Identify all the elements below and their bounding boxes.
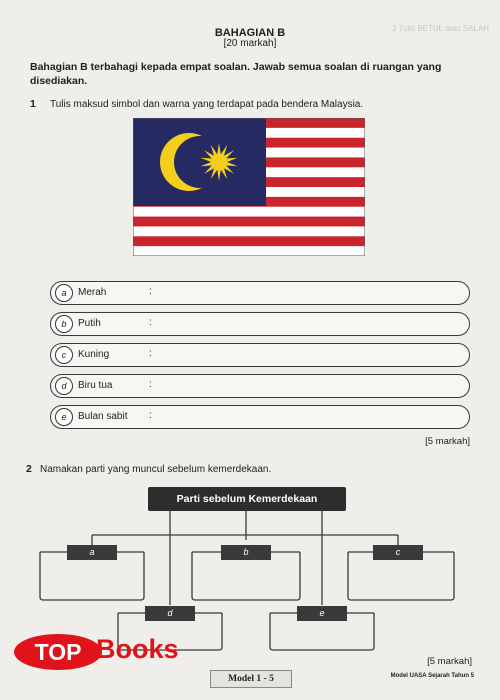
topbooks-logo <box>14 633 104 671</box>
row-letter: c <box>55 346 73 364</box>
row-letter: d <box>55 377 73 395</box>
flag-stripe <box>133 217 365 227</box>
question-2-text: Namakan parti yang muncul sebelum kemerdekaan. <box>40 464 272 475</box>
topbooks-logo-text: Books <box>96 634 179 664</box>
row-letter: b <box>55 315 73 333</box>
section-instruction: Bahagian B terbahagi kepada empat soalan. Jawab semua soalan di ruangan yang disediakan. <box>30 61 442 87</box>
answer-box-e[interactable]: e <box>297 606 347 621</box>
svg-text:TOP: TOP <box>34 639 82 665</box>
flag-stripe <box>133 236 365 246</box>
answer-row-biru-tua[interactable] <box>50 374 470 398</box>
row-label: Putih <box>78 318 101 329</box>
question-1-number: 1 <box>30 98 36 110</box>
row-label: Kuning <box>78 349 110 360</box>
row-letter: e <box>55 408 73 426</box>
answer-box-c[interactable]: c <box>373 545 423 560</box>
question-2-marks: [5 markah] <box>427 656 472 667</box>
show-through-text: 3 Tulis BETUL atau SALAH <box>392 24 490 33</box>
footer-page-label: Model 1 - 5 <box>210 670 292 688</box>
answer-row-kuning[interactable] <box>50 343 470 367</box>
question-1-marks: [5 markah] <box>425 436 470 447</box>
malaysia-flag-image <box>133 118 365 256</box>
row-letter: a <box>55 284 73 302</box>
row-colon: : <box>149 317 152 328</box>
row-colon: : <box>149 348 152 359</box>
diagram-title-box: Parti sebelum Kemerdekaan <box>148 487 346 511</box>
answer-box-b[interactable]: b <box>221 545 271 560</box>
answer-row-bulan-sabit[interactable] <box>50 405 470 429</box>
row-colon: : <box>149 410 152 421</box>
answer-row-putih[interactable] <box>50 312 470 336</box>
footer-book-title: Model UASA Sejarah Tahun 5 <box>390 673 474 679</box>
row-label: Bulan sabit <box>78 411 128 422</box>
section-marks: [20 markah] <box>223 38 277 49</box>
question-2-number: 2 <box>26 463 32 475</box>
section-title: BAHAGIAN B <box>214 27 286 39</box>
row-colon: : <box>149 286 152 297</box>
question-1-text: Tulis maksud simbol dan warna yang terdapat pada bendera Malaysia. <box>50 99 364 110</box>
row-label: Biru tua <box>78 380 113 391</box>
row-label: Merah <box>78 287 107 298</box>
answer-box-a[interactable]: a <box>67 545 117 560</box>
row-colon: : <box>149 379 152 390</box>
answer-box-d[interactable]: d <box>145 606 195 621</box>
answer-row-merah[interactable] <box>50 281 470 305</box>
